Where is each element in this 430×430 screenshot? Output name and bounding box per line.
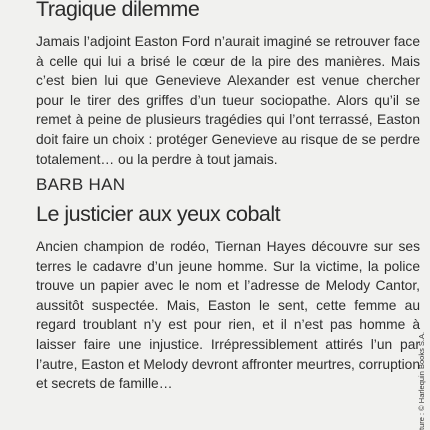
book2-summary: Ancien champion de rodéo, Tiernan Hayes découvre sur ses terres le cadavre d’un jeune homme. Sur la victime, la police trouve un papier avec le nom et l’adresse de Melody Cantor, aussitôt suspectée. Mais, Easton le sent, cette femme au regard troublant n’y est pour rien, et il n’est pas homme à laisser faire une injustice. Irrépressiblement attirés l’un par l’autre, Easton et Melody devront affronter meurtres, corruption et secrets de famille… — [36, 239, 420, 392]
book2-title: Le justicier aux yeux cobalt — [36, 202, 281, 226]
copyright-credit: ture : © Harlequin Books S.A. — [417, 331, 426, 430]
book1-summary: Jamais l’adjoint Easton Ford n’aurait imaginé se retrouver face à celle qui lui a brisé le cœur de la pire des manières. Mais c’est bien lui que Genevieve Alexander est venue chercher pour le tirer des griffes d’un tueur sociopathe. Alors qu’il se remet à peine de plusieurs tragédies qui l’ont terrassé, Easton doit faire un choix : protéger Genevieve au risque de se perdre totalement… ou la perdre à tout jamais. — [36, 34, 420, 167]
book2-author: BARB HAN — [36, 175, 126, 194]
book1-title: Tragique dilemme — [36, 0, 200, 21]
credit-container — [416, 312, 428, 430]
